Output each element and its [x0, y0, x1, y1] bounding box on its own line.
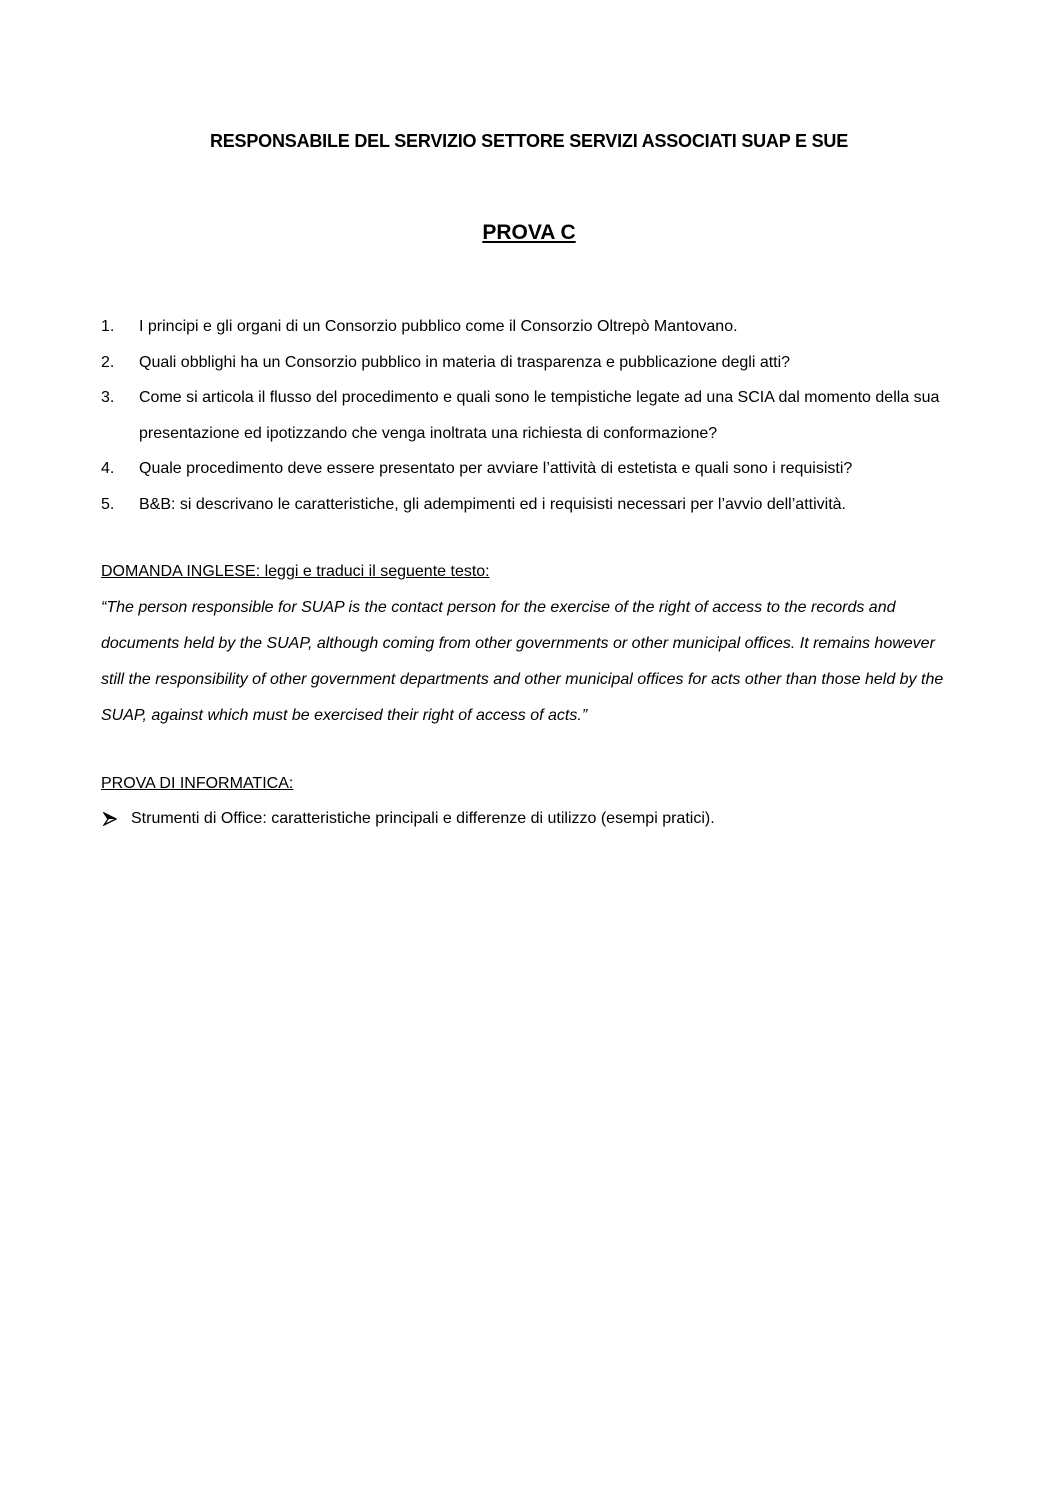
- question-item: [101, 451, 971, 487]
- list-item: [101, 810, 961, 828]
- exam-subtitle: PROVA C: [482, 221, 576, 244]
- question-item: [101, 345, 971, 381]
- question-number: 5.: [101, 495, 115, 513]
- question-text: I principi e gli organi di un Consorzio pubblico come il Consorzio Oltrepò Mantovano.: [139, 318, 738, 335]
- question-number: 3.: [101, 389, 115, 406]
- document-title: RESPONSABILE DEL SERVIZIO SETTORE SERVIZI ASSOCIATI SUAP E SUE: [209, 131, 849, 151]
- question-text: B&B: si descrivano le caratteristiche, gli adempimenti ed i requisisti necessari per l’avvio dell’attività.: [139, 495, 846, 513]
- question-text: Quale procedimento deve essere presentato per avviare l’attività di estetista e quali sono i requisisti?: [139, 460, 853, 477]
- questions-list: [101, 309, 971, 522]
- question-number: 1.: [101, 318, 115, 335]
- question-item: [101, 309, 971, 345]
- english-passage: “The person responsible for SUAP is the contact person for the exercise of the right of access to the records and documents held by the SUAP, although coming from other governments or other municipal offices. It remains however still the responsibility of other government departments and other municipal offices for acts other than those held by the SUAP, against which must be exercised their right of access of acts.”: [101, 599, 944, 724]
- informatica-list: [101, 810, 961, 828]
- question-text: Quali obblighi ha un Consorzio pubblico in materia di trasparenza e pubblicazione degli atti?: [139, 353, 791, 371]
- list-item-text: Strumenti di Office: caratteristiche principali e differenze di utilizzo (esempi pratici).: [131, 810, 715, 827]
- english-section-label: DOMANDA INGLESE: leggi e traduci il seguente testo:: [101, 563, 490, 580]
- question-text: Come si articola il flusso del procedimento e quali sono le tempistiche legate ad una SCIA dal momento della sua presentazione ed ipotizzando che venga inoltrata una richiesta di conformazione?: [139, 389, 940, 442]
- question-item: [101, 380, 971, 451]
- question-item: [101, 487, 971, 523]
- question-number: 4.: [101, 460, 115, 477]
- question-number: 2.: [101, 353, 115, 371]
- arrow-bullet-icon: [103, 812, 117, 826]
- informatica-section-label: PROVA DI INFORMATICA:: [101, 775, 294, 792]
